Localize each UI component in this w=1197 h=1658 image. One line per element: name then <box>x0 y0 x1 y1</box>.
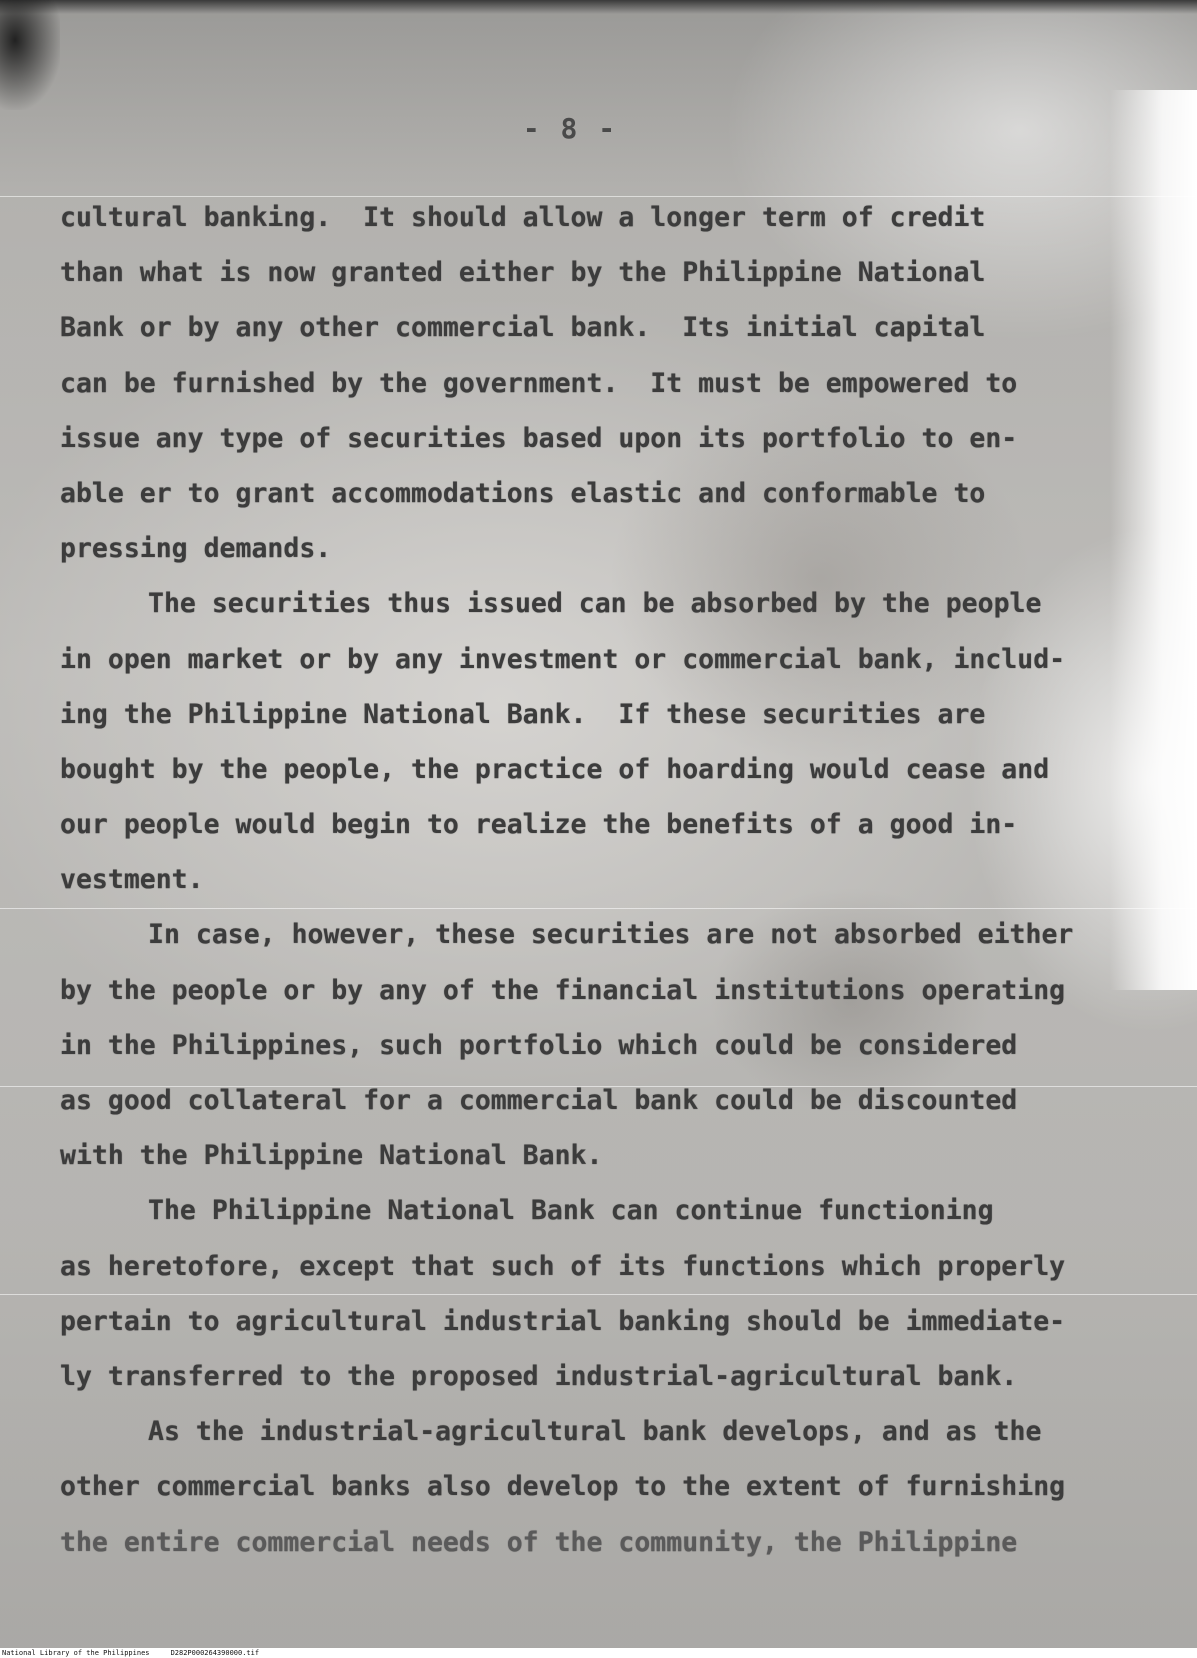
text-line: in open market or by any investment or commercial bank, includ- <box>60 643 1066 675</box>
text-line: can be furnished by the government. It must be empowered to <box>60 367 1018 399</box>
text-line: with the Philippine National Bank. <box>60 1140 603 1172</box>
text-line: the entire commercial needs of the community, the Philippine <box>60 1526 1018 1558</box>
scan-top-edge <box>0 0 1197 14</box>
paragraph-start-line: The securities thus issued can be absorbed by the people <box>148 588 1042 620</box>
document-body <box>60 190 1140 1570</box>
text-line: issue any type of securities based upon its portfolio to en- <box>60 422 1018 454</box>
corner-shadow <box>0 0 60 110</box>
text-line: other commercial banks also develop to the extent of furnishing <box>60 1471 1066 1503</box>
text-line: vestment. <box>60 864 204 896</box>
paragraph-start-line: In case, however, these securities are not absorbed either <box>148 919 1074 951</box>
text-line: pertain to agricultural industrial banking should be immediate- <box>60 1305 1066 1337</box>
archive-footer-text: National Library of the Philippines D282P000264390000.tif <box>2 1649 260 1657</box>
paragraph-start-line: As the industrial-agricultural bank develops, and as the <box>148 1416 1042 1448</box>
text-line: in the Philippines, such portfolio which could be considered <box>60 1029 1018 1061</box>
archive-footer <box>0 1648 1197 1658</box>
text-line: Bank or by any other commercial bank. Its initial capital <box>60 312 986 344</box>
text-line: than what is now granted either by the Philippine National <box>60 257 986 289</box>
text-line: pressing demands. <box>60 533 332 565</box>
text-line: bought by the people, the practice of hoarding would cease and <box>60 753 1050 785</box>
text-line: able er to grant accommodations elastic and conformable to <box>60 477 986 509</box>
text-line: our people would begin to realize the benefits of a good in- <box>60 809 1018 841</box>
text-line: as heretofore, except that such of its functions which properly <box>60 1250 1066 1282</box>
text-line: ing the Philippine National Bank. If these securities are <box>60 698 986 730</box>
text-line: as good collateral for a commercial bank could be discounted <box>60 1085 1018 1116</box>
text-line: by the people or by any of the financial institutions operating <box>60 974 1066 1006</box>
text-line: ly transferred to the proposed industrial-agricultural bank. <box>60 1360 1018 1392</box>
text-line: cultural banking. It should allow a longer term of credit <box>60 202 986 233</box>
page-number: - 8 - <box>522 112 618 145</box>
paragraph-start-line: The Philippine National Bank can continue functioning <box>148 1195 994 1227</box>
